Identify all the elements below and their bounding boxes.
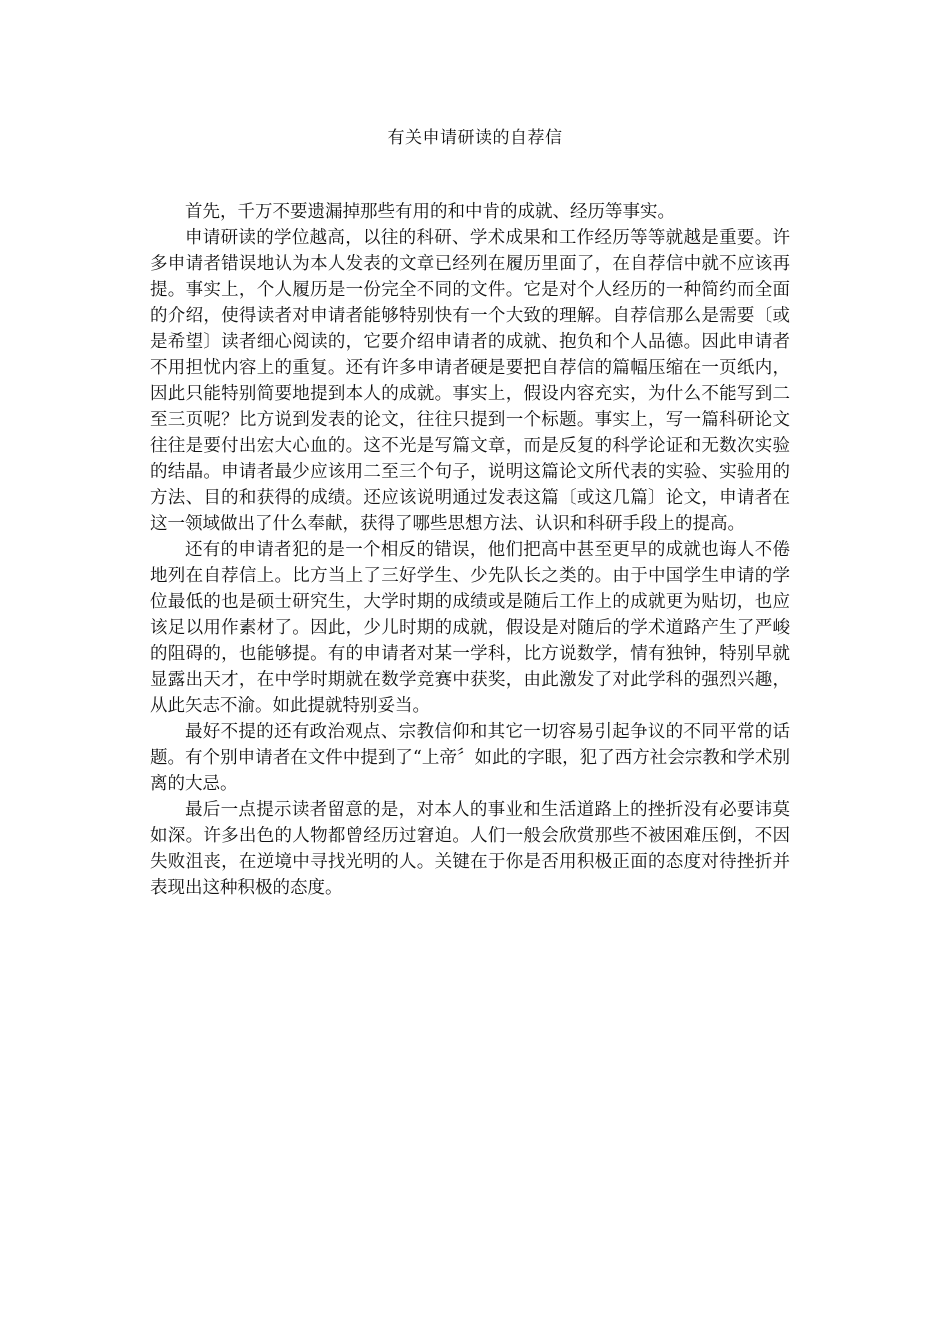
document-body — [150, 199, 790, 901]
paragraph-1: 首先，千万不要遗漏掉那些有用的和中肯的成就、经历等事实。 — [185, 202, 675, 222]
paragraph-3: 还有的申请者犯的是一个相反的错误，他们把高中甚至更早的成就也诲人不倦地列在自荐信上。比方当上了三好学生、少先队长之类的。由于中国学生申请的学位最低的也是硕士研究生，大学时期的成绩或是随后工作上的成就更为贴切，也应该足以用作素材了。因此，少儿时期的成就，假设是对随后的学术道路产生了严峻的阻碍的，也能够提。有的申请者对某一学科，比方说数学，情有独钟，特别早就显露出天才，在中学时期就在数学竞赛中获奖，由此激发了对此学科的强烈兴趣，从此矢志不渝。如此提就特别妥当。 — [150, 540, 790, 716]
document-title: 有关申请研读的自荐信 — [387, 128, 563, 148]
paragraph-5: 最后一点提示读者留意的是，对本人的事业和生活道路上的挫折没有必要讳莫如深。许多出色的人物都曾经历过窘迫。人们一般会欣赏那些不被困难压倒，不因失败沮丧，在逆境中寻找光明的人。关键在于你是否用积极正面的态度对待挫折并表现出这种积极的态度。 — [150, 800, 790, 898]
paragraph-2: 申请研读的学位越高，以往的科研、学术成果和工作经历等等就越是重要。许多申请者错误地认为本人发表的文章已经列在履历里面了，在自荐信中就不应该再提。事实上，个人履历是一份完全不同的文件。它是对个人经历的一种简约而全面的介绍，使得读者对申请者能够特别快有一个大致的理解。自荐信那么是需要〔或是希望〕读者细心阅读的，它要介绍申请者的成就、抱负和个人品德。因此申请者不用担忧内容上的重复。还有许多申请者硬是要把自荐信的篇幅压缩在一页纸内，因此只能特别简要地提到本人的成就。事实上，假设内容充实，为什么不能写到二至三页呢？比方说到发表的论文，往往只提到一个标题。事实上，写一篇科研论文往往是要付出宏大心血的。这不光是写篇文章，而是反复的科学论证和无数次实验的结晶。申请者最少应该用二至三个句子，说明这篇论文所代表的实验、实验用的方法、目的和获得的成绩。还应该说明通过发表这篇〔或这几篇〕论文，申请者在这一领域做出了什么奉献，获得了哪些思想方法、认识和科研手段上的提高。 — [150, 228, 790, 534]
paragraph-4: 最好不提的还有政治观点、宗教信仰和其它一切容易引起争议的不同平常的话题。有个别申请者在文件中提到了“上帝〞如此的字眼，犯了西方社会宗教和学术别离的大忌。 — [150, 722, 790, 794]
